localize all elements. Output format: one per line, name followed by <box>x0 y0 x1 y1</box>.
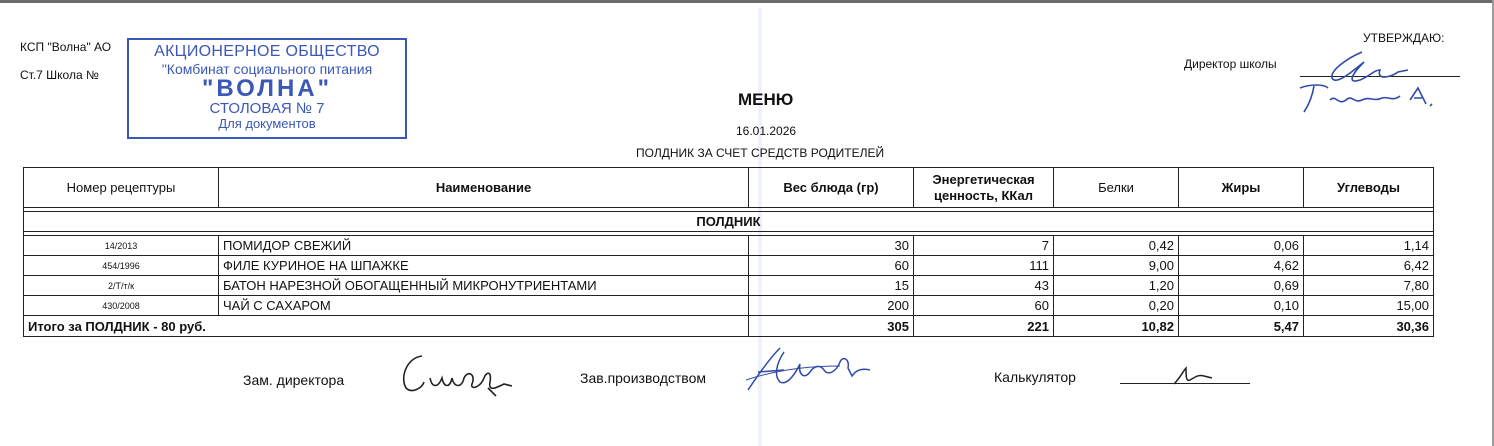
total-energy: 221 <box>914 316 1054 337</box>
row-fat: 0,06 <box>1179 236 1304 256</box>
stamp-line-5: Для документов <box>218 116 316 131</box>
total-weight: 305 <box>749 316 914 337</box>
row-fat: 0,69 <box>1179 276 1304 296</box>
col-recipe-number: Номер рецептуры <box>24 168 219 208</box>
deputy-signature-icon <box>392 348 522 400</box>
row-protein: 9,00 <box>1054 256 1179 276</box>
row-carbs: 15,00 <box>1304 296 1434 316</box>
production-manager-label: Зав.производством <box>580 370 706 386</box>
section-title: ПОЛДНИК <box>24 212 1434 232</box>
table-row <box>24 296 1434 316</box>
table-header-row <box>24 168 1434 208</box>
row-code: 14/2013 <box>24 236 219 256</box>
stamp-line-2: "Комбинат социального питания <box>161 61 373 77</box>
stamp-line-4: СТОЛОВАЯ № 7 <box>209 100 325 117</box>
col-protein: Белки <box>1054 168 1179 208</box>
col-weight: Вес блюда (гр) <box>749 168 914 208</box>
row-name: БАТОН НАРЕЗНОЙ ОБОГАЩЕННЫЙ МИКРОНУТРИЕНТАМИ <box>219 276 749 296</box>
approve-label: УТВЕРЖДАЮ: <box>1363 31 1445 45</box>
row-weight: 60 <box>749 256 914 276</box>
director-label: Директор школы <box>1184 57 1277 71</box>
menu-subtitle: ПОЛДНИК ЗА СЧЕТ СРЕДСТВ РОДИТЕЛЕЙ <box>636 146 885 160</box>
stamp-line-1: АКЦИОНЕРНОЕ ОБЩЕСТВО <box>154 43 380 60</box>
row-carbs: 6,42 <box>1304 256 1434 276</box>
row-energy: 111 <box>914 256 1054 276</box>
table-row <box>24 236 1434 256</box>
row-protein: 0,20 <box>1054 296 1179 316</box>
total-label: Итого за ПОЛДНИК - 80 руб. <box>24 316 749 337</box>
row-weight: 15 <box>749 276 914 296</box>
row-energy: 60 <box>914 296 1054 316</box>
col-carbs: Углеводы <box>1304 168 1434 208</box>
calculator-signature-icon <box>1170 364 1220 388</box>
table-row <box>24 276 1434 296</box>
row-code: 454/1996 <box>24 256 219 276</box>
row-code: 2/Т/т/к <box>24 276 219 296</box>
total-fat: 5,47 <box>1179 316 1304 337</box>
col-name: Наименование <box>219 168 749 208</box>
menu-table <box>23 167 1434 337</box>
calculator-label: Калькулятор <box>994 369 1076 385</box>
row-weight: 200 <box>749 296 914 316</box>
col-fat: Жиры <box>1179 168 1304 208</box>
col-energy: Энергетическая ценность, ККал <box>914 168 1054 208</box>
row-energy: 43 <box>914 276 1054 296</box>
deputy-director-label: Зам. директора <box>243 372 345 388</box>
company-stamp <box>127 38 407 139</box>
row-energy: 7 <box>914 236 1054 256</box>
row-weight: 30 <box>749 236 914 256</box>
school-number: Ст.7 Школа № <box>20 68 99 82</box>
row-protein: 1,20 <box>1054 276 1179 296</box>
row-carbs: 1,14 <box>1304 236 1434 256</box>
director-signature-icon <box>1290 40 1470 120</box>
table-row <box>24 256 1434 276</box>
row-fat: 0,10 <box>1179 296 1304 316</box>
section-row <box>24 212 1434 232</box>
page-top-border <box>0 0 1494 3</box>
row-name: ПОМИДОР СВЕЖИЙ <box>219 236 749 256</box>
row-name: ФИЛЕ КУРИНОЕ НА ШПАЖКЕ <box>219 256 749 276</box>
row-code: 430/2008 <box>24 296 219 316</box>
row-name: ЧАЙ С САХАРОМ <box>219 296 749 316</box>
org-name: КСП "Волна" АО <box>20 40 112 54</box>
production-signature-icon <box>740 342 880 398</box>
menu-date: 16.01.2026 <box>736 124 797 138</box>
document-title: МЕНЮ <box>738 90 794 109</box>
total-row <box>24 316 1434 337</box>
total-protein: 10,82 <box>1054 316 1179 337</box>
row-protein: 0,42 <box>1054 236 1179 256</box>
row-fat: 4,62 <box>1179 256 1304 276</box>
total-carbs: 30,36 <box>1304 316 1434 337</box>
stamp-line-3: "ВОЛНА" <box>201 75 333 102</box>
row-carbs: 7,80 <box>1304 276 1434 296</box>
